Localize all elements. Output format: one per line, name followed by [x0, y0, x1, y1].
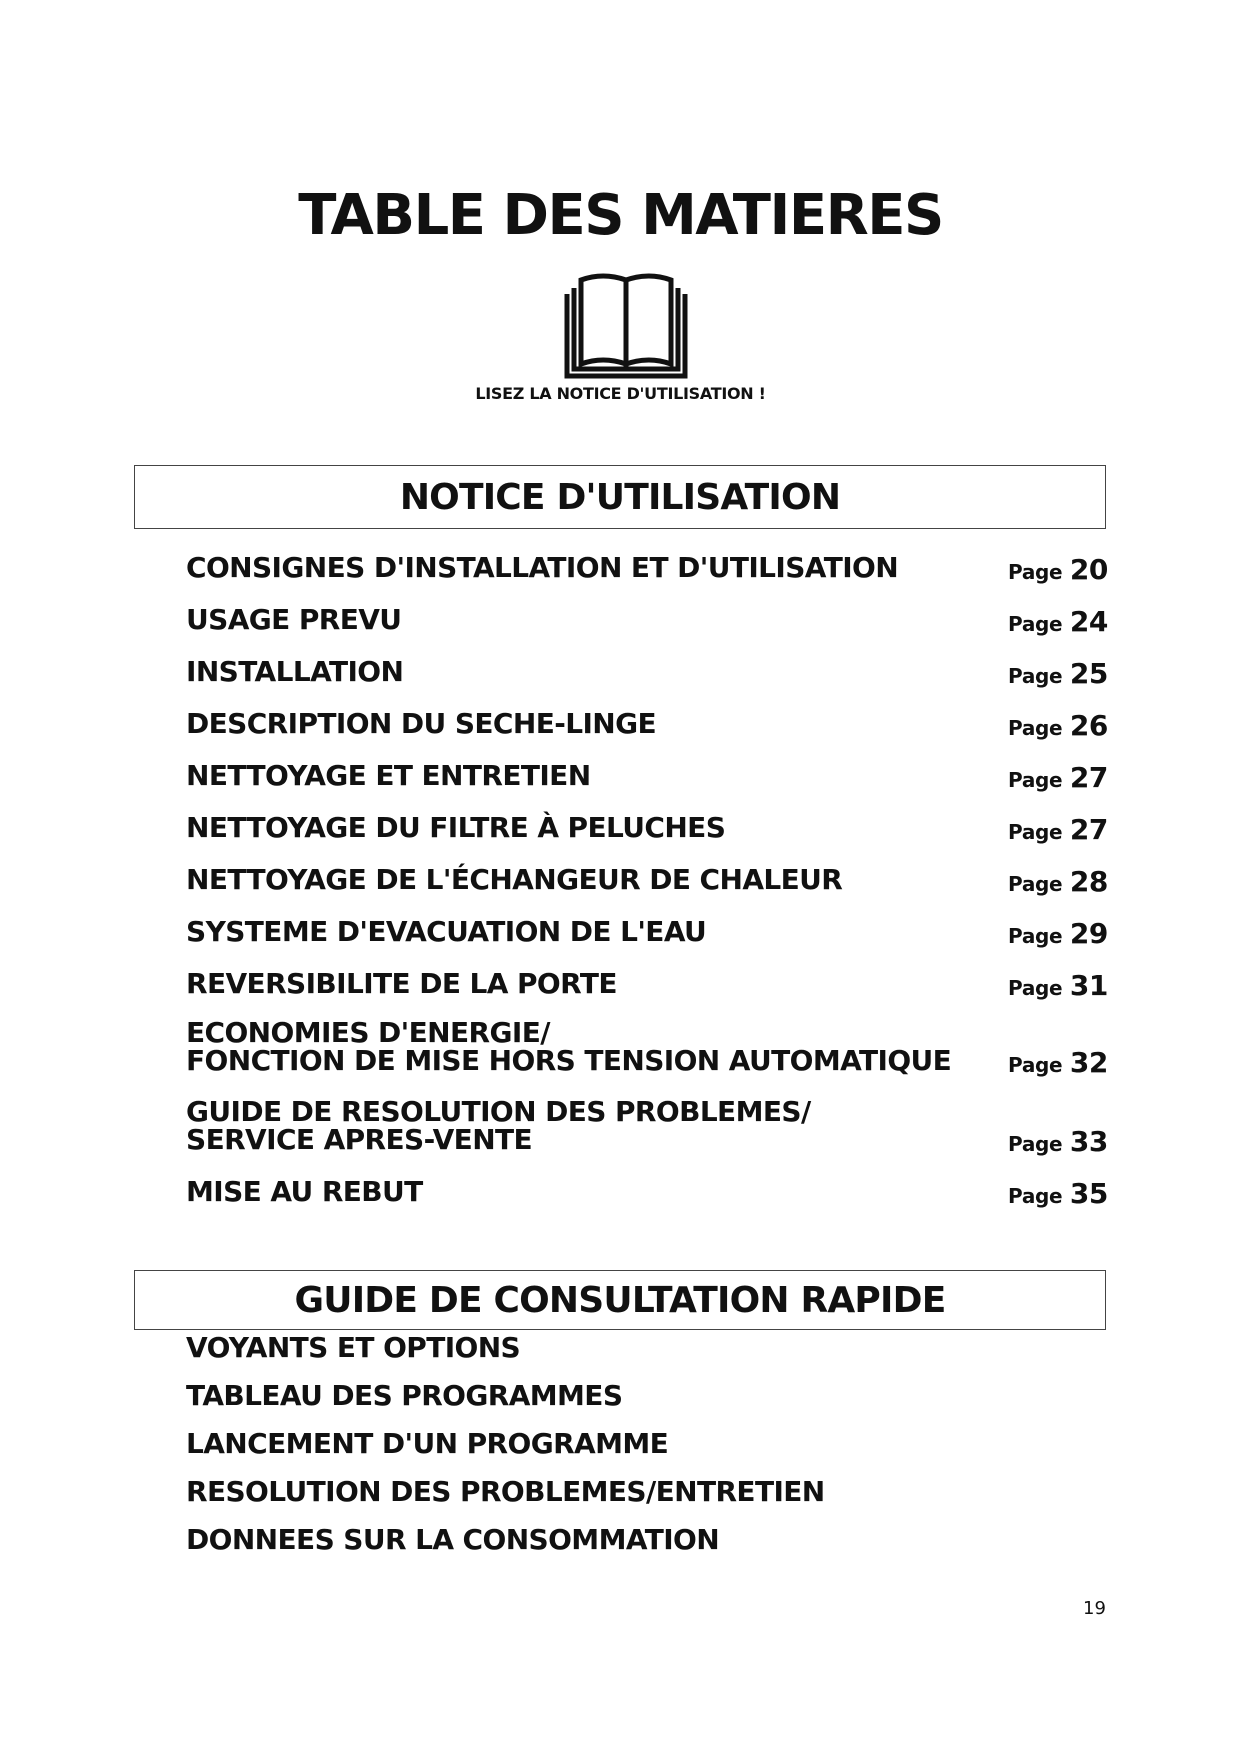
toc-entry — [186, 967, 1108, 1002]
toc-entry-label-line: NETTOYAGE DU FILTRE À PELUCHES — [186, 811, 726, 844]
page-ref-number: 32 — [1069, 1046, 1108, 1079]
toc-entry-label-line: NETTOYAGE DE L'ÉCHANGEUR DE CHALEUR — [186, 863, 843, 896]
toc-entry-label-line: SYSTEME D'EVACUATION DE L'EAU — [186, 915, 707, 948]
toc-entry-label-line: USAGE PREVU — [186, 603, 402, 636]
toc-entry-page — [1008, 761, 1108, 794]
toc-entry — [186, 1095, 1108, 1158]
page-word: Page — [1008, 1053, 1063, 1077]
page-number: 19 — [1083, 1598, 1106, 1619]
page-word: Page — [1008, 560, 1063, 584]
page-word: Page — [1008, 872, 1063, 896]
page-ref-number: 25 — [1069, 657, 1108, 690]
toc-entry-label-line: REVERSIBILITE DE LA PORTE — [186, 967, 617, 1000]
page-ref-number: 24 — [1069, 605, 1108, 638]
toc-entry-label — [186, 655, 404, 688]
page-word: Page — [1008, 716, 1063, 740]
toc-entry-label — [186, 1095, 811, 1156]
toc-entry-label-line: GUIDE DE RESOLUTION DES PROBLEMES/ — [186, 1095, 811, 1128]
page-ref-number: 28 — [1069, 865, 1108, 898]
toc-entry-page — [1008, 553, 1108, 586]
toc-entry-label-line: SERVICE APRES-VENTE — [186, 1123, 533, 1156]
toc-entry-page — [1008, 865, 1108, 898]
toc-entry-label-line: DESCRIPTION DU SECHE-LINGE — [186, 707, 657, 740]
toc-entry — [186, 759, 1108, 794]
toc-entry-label — [186, 1175, 423, 1208]
toc-entry-label — [186, 603, 402, 636]
page-word: Page — [1008, 768, 1063, 792]
toc-entry — [186, 551, 1108, 586]
toc-entry-label-line: NETTOYAGE ET ENTRETIEN — [186, 759, 591, 792]
toc-entry-label-line: MISE AU REBUT — [186, 1175, 423, 1208]
page-ref-number: 35 — [1069, 1177, 1108, 1210]
toc-entry — [186, 811, 1108, 846]
toc-entry-page — [1008, 1046, 1108, 1079]
quick-guide-item: VOYANTS ET OPTIONS — [186, 1331, 521, 1364]
toc-entry-label-line: ECONOMIES D'ENERGIE/ — [186, 1016, 550, 1049]
toc-entry-label-line: CONSIGNES D'INSTALLATION ET D'UTILISATION — [186, 551, 899, 584]
quick-guide-item: TABLEAU DES PROGRAMMES — [186, 1379, 623, 1412]
quick-guide-item: LANCEMENT D'UN PROGRAMME — [186, 1427, 669, 1460]
page-title: TABLE DES MATIERES — [298, 183, 943, 248]
toc-entry-label — [186, 811, 726, 844]
notice-section-header — [134, 465, 1106, 529]
toc-entry-label — [186, 967, 617, 1000]
toc-entry-page — [1008, 605, 1108, 638]
read-instructions-note: LISEZ LA NOTICE D'UTILISATION ! — [475, 384, 766, 403]
page-ref-number: 33 — [1069, 1125, 1108, 1158]
quick-guide-item: RESOLUTION DES PROBLEMES/ENTRETIEN — [186, 1475, 825, 1508]
toc-entry-label — [186, 915, 707, 948]
page-ref-number: 27 — [1069, 813, 1108, 846]
page-ref-number: 26 — [1069, 709, 1108, 742]
quick-guide-item: DONNEES SUR LA CONSOMMATION — [186, 1523, 720, 1556]
toc-entry-label — [186, 759, 591, 792]
page-word: Page — [1008, 612, 1063, 636]
toc-entry-page — [1008, 1177, 1108, 1210]
page-ref-number: 31 — [1069, 969, 1108, 1002]
page-ref-number: 20 — [1069, 553, 1108, 586]
page-ref-number: 29 — [1069, 917, 1108, 950]
toc-entry — [186, 655, 1108, 690]
toc-entry-label — [186, 863, 843, 896]
toc-entry-label — [186, 1016, 952, 1077]
page-word: Page — [1008, 1132, 1063, 1156]
page-word: Page — [1008, 976, 1063, 1000]
page-word: Page — [1008, 1184, 1063, 1208]
toc-entry-label-line: FONCTION DE MISE HORS TENSION AUTOMATIQUE — [186, 1044, 952, 1077]
quick-guide-section-header — [134, 1270, 1106, 1330]
toc-entry-page — [1008, 657, 1108, 690]
toc-entry — [186, 915, 1108, 950]
notice-heading: NOTICE D'UTILISATION — [399, 476, 841, 518]
toc-entry — [186, 707, 1108, 742]
open-book-icon — [563, 268, 689, 380]
toc-entry-page — [1008, 709, 1108, 742]
toc-entry-label — [186, 551, 899, 584]
toc-entry-page — [1008, 969, 1108, 1002]
toc-entry-label — [186, 707, 657, 740]
toc-entry — [186, 1016, 1108, 1079]
page-ref-number: 27 — [1069, 761, 1108, 794]
quick-guide-heading: GUIDE DE CONSULTATION RAPIDE — [294, 1279, 946, 1321]
toc-entry-page — [1008, 1125, 1108, 1158]
page-word: Page — [1008, 664, 1063, 688]
toc-entry — [186, 863, 1108, 898]
toc-entry-page — [1008, 917, 1108, 950]
toc-entry-label-line: INSTALLATION — [186, 655, 404, 688]
toc-entry-page — [1008, 813, 1108, 846]
toc-entry — [186, 603, 1108, 638]
toc-entry — [186, 1175, 1108, 1210]
page-word: Page — [1008, 820, 1063, 844]
page-word: Page — [1008, 924, 1063, 948]
